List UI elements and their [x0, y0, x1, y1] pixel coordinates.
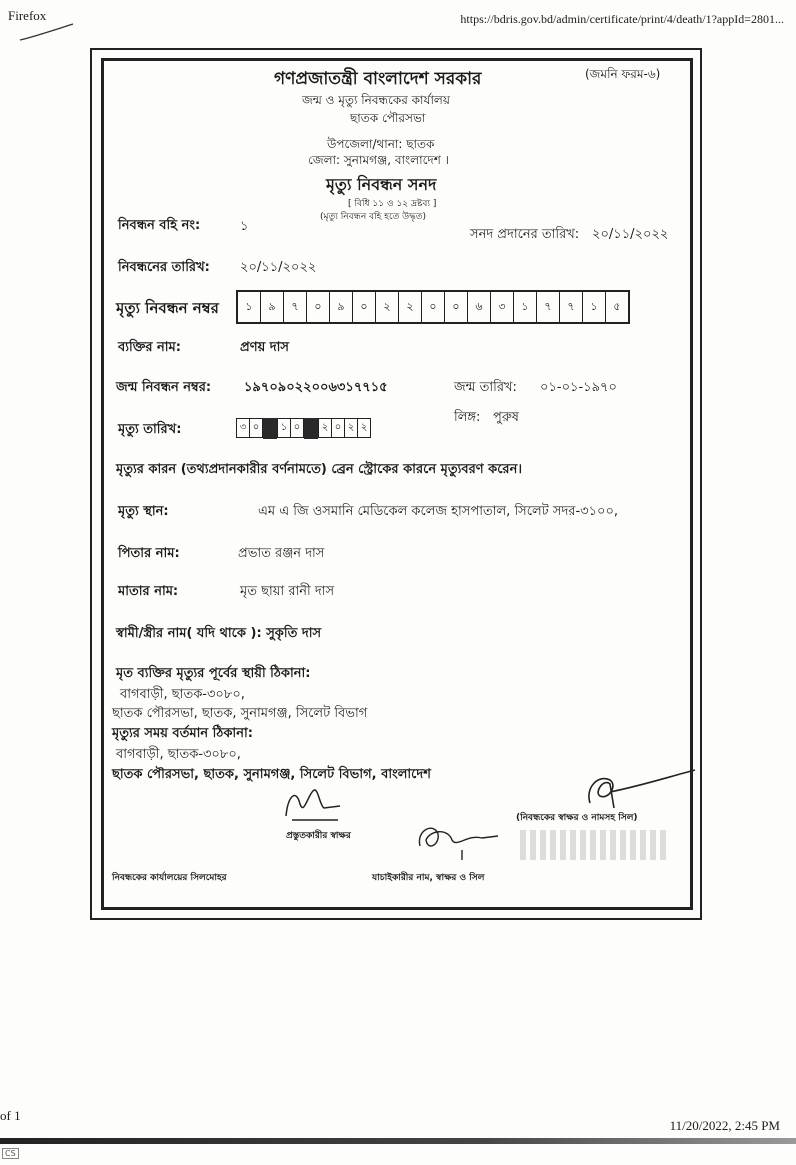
registrar-sig-label: (নিবন্ধকের স্বাক্ষর ও নামসহ সিল)	[516, 813, 638, 823]
reg-number-digit: ৫	[613, 299, 621, 313]
verifier-sig-label: যাচাইকারীর নাম, স্বাক্ষর ও সিল	[372, 873, 485, 883]
mother-label: মাতার নাম:	[118, 584, 179, 599]
municipality-name: ছাতক পৌরসভা	[350, 111, 426, 125]
district-line: জেলা: সুনামগঞ্জ, বাংলাদেশ ।	[308, 153, 449, 167]
spouse-label: স্বামী/স্ত্রীর নাম( যদি থাকে ):	[116, 626, 262, 641]
reg-number-digit: ৬	[468, 292, 491, 322]
rule-reference: [ বিধি ১১ ও ১২ দ্রষ্টব্য ]	[348, 199, 437, 209]
curr-addr-line2: ছাতক পৌরসভা, ছাতক, সুনামগঞ্জ, সিলেট বিভাগ, বাংলাদেশ	[112, 767, 431, 782]
reg-number-digit: ৯	[330, 292, 353, 322]
father-value: প্রভাত রঞ্জন দাস	[238, 546, 325, 561]
reg-number-digit: ২	[376, 292, 399, 322]
dob-value: ০১-০১-১৯৭০	[540, 380, 617, 395]
extract-note: (মৃত্যু নিবন্ধন বহি হতে উদ্ধৃত)	[320, 212, 427, 222]
reg-number-digit: ০	[422, 292, 445, 322]
register-book-label: নিবন্ধন বহি নং:	[118, 218, 201, 233]
register-book-value: ১	[240, 219, 249, 234]
reg-number-digit: ০	[445, 292, 468, 322]
death-date-label: মৃত্যু তারিখ:	[118, 422, 182, 437]
registration-date-label: নিবন্ধনের তারিখ:	[118, 260, 210, 275]
birth-reg-value: ১৯৭০৯০২২০০৬৩১৭৭১৫	[244, 380, 388, 395]
pen-mark	[18, 22, 78, 44]
reg-number-digit: ৯	[261, 292, 284, 322]
reg-number-box	[236, 290, 630, 324]
death-date-digit: ২	[360, 421, 368, 433]
gender-value: পুরুষ	[493, 410, 519, 425]
preparer-sig-label: প্রস্তুতকারীর স্বাক্ষর	[286, 831, 351, 841]
page-url: https://bdris.gov.bd/admin/certificate/print/4/death/1?appId=2801...	[460, 12, 784, 26]
death-date-day	[236, 418, 263, 438]
death-date-digit: ৩	[237, 419, 250, 437]
death-date-digit: ০	[252, 421, 260, 433]
mother-value: মৃত ছায়া রানী দাস	[240, 584, 335, 599]
reg-number-label: মৃত্যু নিবন্ধন নম্বর	[116, 299, 219, 317]
perm-addr-line1: বাগবাড়ী, ছাতক-৩০৮০,	[120, 687, 245, 702]
place-label: মৃত্যু স্থান:	[118, 504, 169, 519]
cause-line	[116, 460, 522, 481]
registration-date-value: ২০/১১/২০২২	[240, 260, 317, 275]
reg-number-digit: ০	[353, 292, 376, 322]
certificate-title: মৃত্যু নিবন্ধন সনদ	[326, 175, 437, 194]
reg-number-digit: ৩	[491, 292, 514, 322]
death-date-year	[318, 418, 371, 438]
reg-number-digit: ১	[514, 292, 537, 322]
place-value: এম এ জি ওসমানি মেডিকেল কলেজ হাসপাতাল, সিলেট সদর-৩১০০,	[258, 504, 619, 519]
death-date-digit: ২	[345, 419, 358, 437]
upazila-line: উপজেলা/থানা: ছাতক	[327, 137, 435, 151]
birth-reg-label: জন্ম নিবন্ধন নম্বর:	[116, 380, 212, 395]
print-timestamp: 11/20/2022, 2:45 PM	[669, 1118, 780, 1133]
death-date-digit: ১	[278, 419, 291, 437]
verifier-signature	[412, 816, 512, 866]
page-indicator: of 1	[0, 1108, 21, 1123]
reg-number-digit: ০	[307, 292, 330, 322]
death-date-digit: ০	[332, 419, 345, 437]
browser-app-name: Firefox	[8, 8, 47, 23]
reg-number-digit: ২	[399, 292, 422, 322]
dob-label: জন্ম তারিখ:	[454, 380, 517, 395]
cause-label: মৃত্যুর কারন (তথ্যপ্রদানকারীর বর্ণনামতে)	[116, 462, 327, 477]
reg-number-digit: ৭	[284, 292, 307, 322]
spouse-line	[116, 624, 321, 645]
form-number: (জমনি ফরম-৬)	[585, 67, 661, 81]
reg-number-digit: ৭	[537, 292, 560, 322]
father-label: পিতার নাম:	[118, 546, 180, 561]
perm-addr-label: মৃত ব্যক্তির মৃত্যুর পূর্বের স্থায়ী ঠিকানা:	[116, 666, 311, 681]
curr-addr-label: মৃত্যুর সময় বর্তমান ঠিকানা:	[112, 726, 253, 741]
office-seal-label: নিবন্ধকের কার্যালয়ের সিলমোহর	[112, 873, 227, 883]
reg-number-digit: ১	[583, 292, 606, 322]
reg-number-digit: ১	[238, 292, 261, 322]
camscanner-logo: CS	[2, 1148, 19, 1159]
perm-addr-line2: ছাতক পৌরসভা, ছাতক, সুনামগঞ্জ, সিলেট বিভাগ	[112, 706, 368, 721]
spouse-value: সুকৃতি দাস	[266, 626, 322, 641]
name-label: ব্যক্তির নাম:	[118, 340, 181, 355]
death-date-digit: ২	[319, 419, 332, 437]
gender-label: লিঙ্গ:	[454, 410, 481, 425]
death-date-box	[236, 418, 371, 439]
registrar-signature	[570, 768, 700, 813]
scan-bottom-bar	[0, 1138, 796, 1144]
issue-date-value: ২০/১১/২০২২	[592, 227, 669, 242]
government-title: গণপ্রজাতন্ত্রী বাংলাদেশ সরকার	[274, 69, 482, 89]
issue-date-label: সনদ প্রদানের তারিখ:	[470, 227, 580, 242]
death-date-month	[277, 418, 304, 438]
office-name: জন্ম ও মৃত্যু নিবন্ধকের কার্যালয়	[302, 93, 450, 107]
preparer-signature	[278, 786, 348, 826]
cause-value: ব্রেন স্ট্রোকের কারনে মৃত্যুবরণ করেন।	[331, 462, 522, 477]
name-value: প্রণয় দাস	[240, 340, 289, 355]
registrar-seal-blur	[520, 830, 670, 860]
curr-addr-line1: বাগবাড়ী, ছাতক-৩০৮০,	[116, 747, 241, 762]
reg-number-digit: ৭	[560, 292, 583, 322]
death-date-digit: ০	[293, 421, 301, 433]
